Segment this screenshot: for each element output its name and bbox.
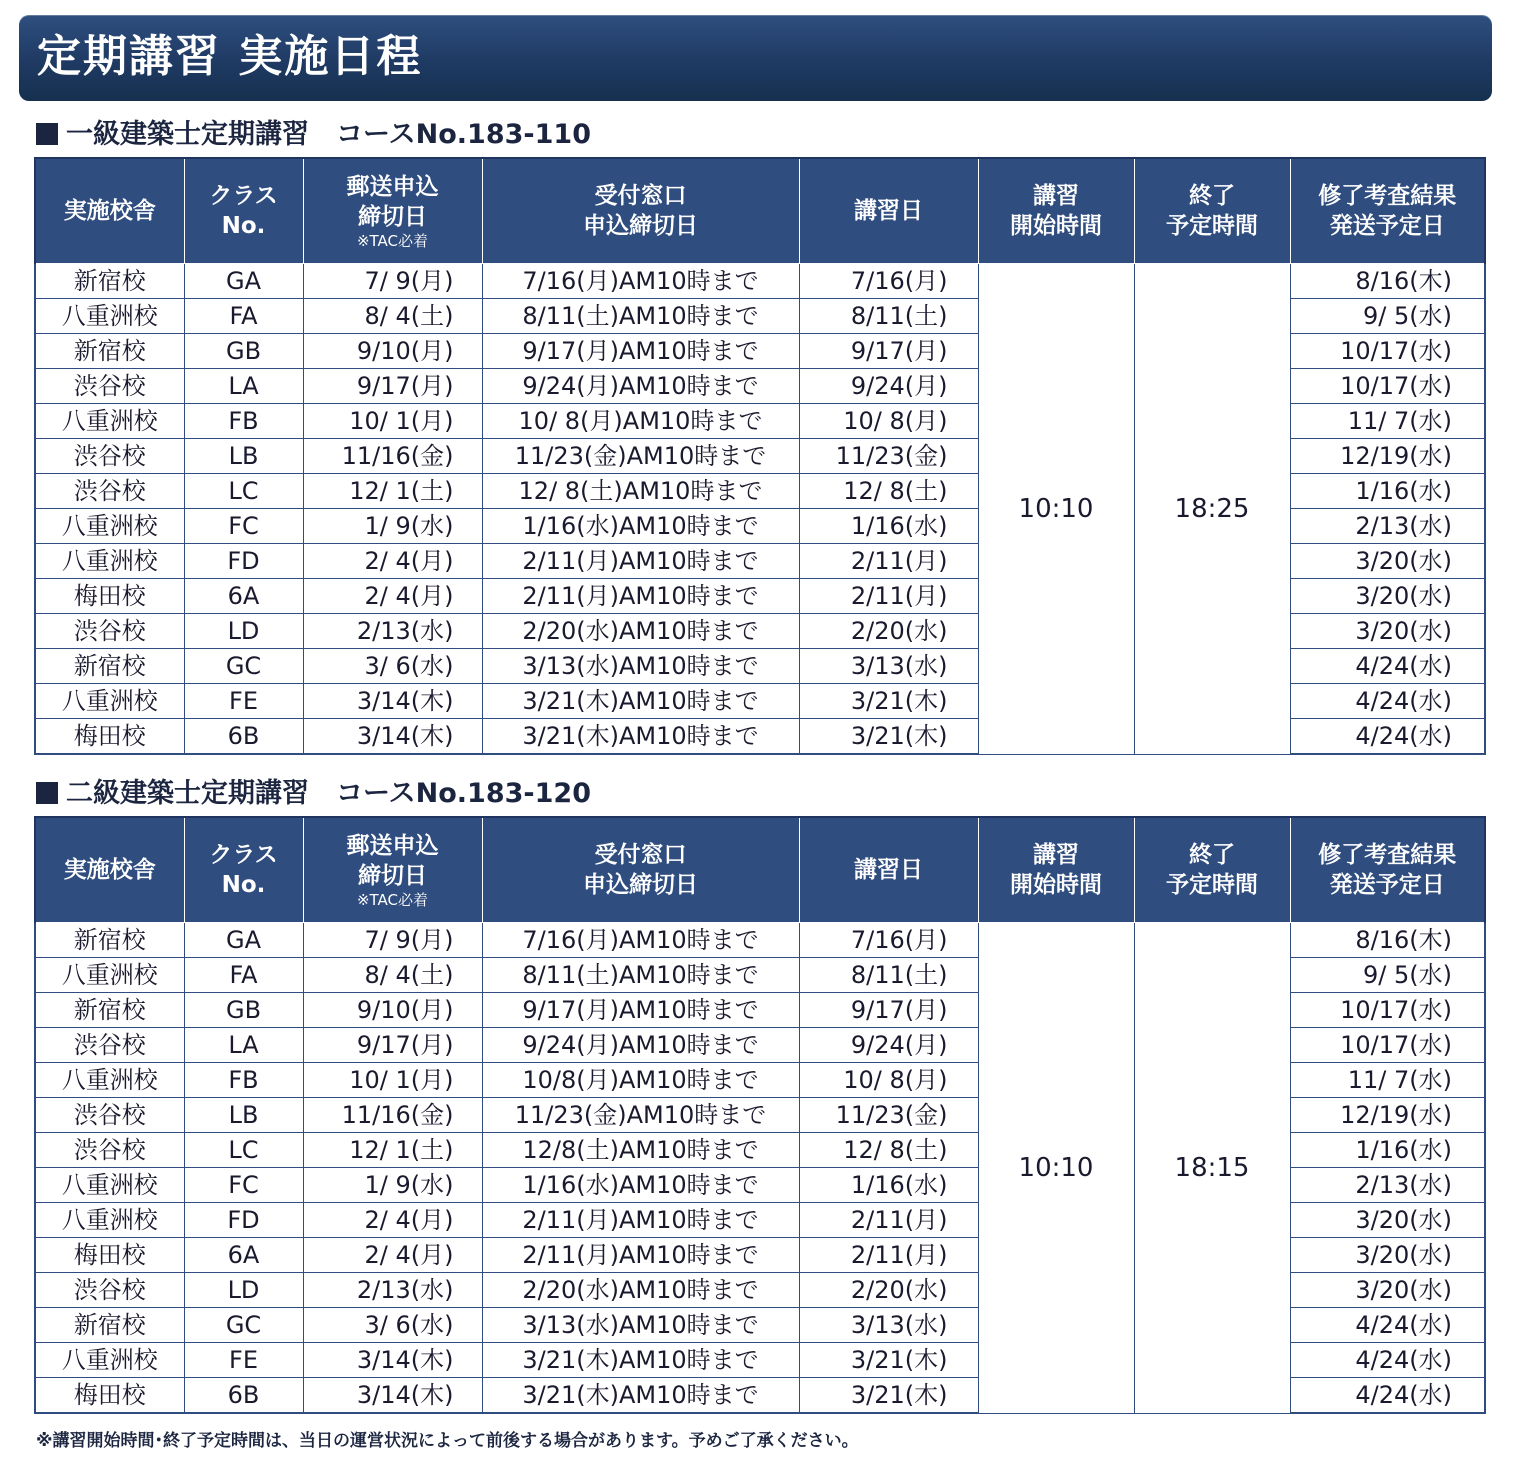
cell-window-deadline: 2/20(水)AM10時まで [482, 1273, 799, 1308]
cell-class-no: FC [184, 509, 303, 544]
cell-class-no: 6B [184, 1378, 303, 1414]
cell-campus: 渋谷校 [35, 1098, 184, 1133]
cell-result-date: 2/13(水) [1290, 1168, 1485, 1203]
header-note: ※TAC必着 [356, 891, 429, 909]
cell-mail-deadline: 2/ 4(月) [303, 544, 482, 579]
cell-mail-deadline: 3/14(木) [303, 684, 482, 719]
cell-window-deadline: 2/20(水)AM10時まで [482, 614, 799, 649]
cell-window-deadline: 3/21(木)AM10時まで [482, 1378, 799, 1414]
cell-result-date: 3/20(水) [1290, 579, 1485, 614]
header-window-deadline [482, 817, 799, 923]
header-window-deadline [482, 158, 799, 264]
cell-result-date: 4/24(水) [1290, 719, 1485, 755]
cell-class-no: LC [184, 1133, 303, 1168]
header-text: No. [221, 213, 266, 239]
header-text: 郵送申込 [346, 174, 439, 200]
cell-result-date: 9/ 5(水) [1290, 958, 1485, 993]
cell-class-no: FD [184, 544, 303, 579]
cell-lecture-date: 9/17(月) [799, 993, 978, 1028]
cell-window-deadline: 2/11(月)AM10時まで [482, 1203, 799, 1238]
cell-class-no: GB [184, 334, 303, 369]
cell-lecture-date: 12/ 8(土) [799, 474, 978, 509]
cell-lecture-date: 11/23(金) [799, 1098, 978, 1133]
cell-campus: 八重洲校 [35, 299, 184, 334]
cell-lecture-date: 11/23(金) [799, 439, 978, 474]
cell-window-deadline: 11/23(金)AM10時まで [482, 1098, 799, 1133]
square-bullet-icon [36, 123, 58, 145]
cell-mail-deadline: 8/ 4(土) [303, 958, 482, 993]
cell-mail-deadline: 3/14(木) [303, 1378, 482, 1414]
cell-campus: 八重洲校 [35, 1343, 184, 1378]
cell-campus: 渋谷校 [35, 474, 184, 509]
cell-class-no: FA [184, 299, 303, 334]
header-campus [35, 817, 184, 923]
header-text: 終了 [1189, 842, 1235, 868]
cell-campus: 八重洲校 [35, 544, 184, 579]
cell-result-date: 11/ 7(水) [1290, 1063, 1485, 1098]
cell-campus: 新宿校 [35, 923, 184, 958]
cell-mail-deadline: 9/10(月) [303, 334, 482, 369]
header-text: 講習 [1033, 842, 1079, 868]
cell-campus: 新宿校 [35, 334, 184, 369]
cell-result-date: 4/24(水) [1290, 1343, 1485, 1378]
cell-class-no: FE [184, 1343, 303, 1378]
cell-result-date: 8/16(木) [1290, 264, 1485, 299]
schedule-table-first-class [34, 157, 1486, 755]
cell-class-no: GC [184, 1308, 303, 1343]
cell-mail-deadline: 2/13(水) [303, 1273, 482, 1308]
cell-mail-deadline: 11/16(金) [303, 1098, 482, 1133]
table-header-row [35, 817, 1485, 923]
cell-class-no: GC [184, 649, 303, 684]
header-text: 受付窓口 [594, 842, 687, 868]
cell-campus: 渋谷校 [35, 439, 184, 474]
cell-lecture-date: 2/20(水) [799, 614, 978, 649]
cell-lecture-date: 3/21(木) [799, 1343, 978, 1378]
cell-mail-deadline: 1/ 9(水) [303, 1168, 482, 1203]
cell-window-deadline: 10/ 8(月)AM10時まで [482, 404, 799, 439]
cell-window-deadline: 8/11(土)AM10時まで [482, 299, 799, 334]
cell-lecture-date: 1/16(水) [799, 509, 978, 544]
header-text: クラス [209, 183, 278, 209]
cell-mail-deadline: 11/16(金) [303, 439, 482, 474]
square-bullet-icon [36, 782, 58, 804]
cell-lecture-date: 2/11(月) [799, 544, 978, 579]
cell-class-no: LD [184, 614, 303, 649]
cell-window-deadline: 12/8(土)AM10時まで [482, 1133, 799, 1168]
cell-window-deadline: 9/24(月)AM10時まで [482, 369, 799, 404]
cell-result-date: 9/ 5(水) [1290, 299, 1485, 334]
cell-window-deadline: 3/13(水)AM10時まで [482, 649, 799, 684]
cell-window-deadline: 1/16(水)AM10時まで [482, 1168, 799, 1203]
cell-class-no: GA [184, 264, 303, 299]
cell-class-no: LC [184, 474, 303, 509]
cell-lecture-date: 1/16(水) [799, 1168, 978, 1203]
cell-campus: 渋谷校 [35, 1273, 184, 1308]
header-text: 申込締切日 [583, 872, 698, 898]
cell-campus: 八重洲校 [35, 684, 184, 719]
header-note: ※TAC必着 [356, 232, 429, 250]
header-text: 実施校舎 [63, 198, 156, 224]
cell-mail-deadline: 2/ 4(月) [303, 579, 482, 614]
cell-mail-deadline: 9/17(月) [303, 1028, 482, 1063]
header-mail-deadline [303, 158, 482, 264]
cell-lecture-date: 3/21(木) [799, 1378, 978, 1414]
cell-lecture-date: 9/24(月) [799, 1028, 978, 1063]
cell-class-no: LA [184, 1028, 303, 1063]
cell-result-date: 12/19(水) [1290, 439, 1485, 474]
cell-class-no: FE [184, 684, 303, 719]
cell-class-no: FA [184, 958, 303, 993]
header-campus [35, 158, 184, 264]
section-title-text: 二級建築士定期講習 コースNo.183-120 [66, 778, 591, 809]
cell-result-date: 12/19(水) [1290, 1098, 1485, 1133]
header-text: 終了 [1189, 183, 1235, 209]
cell-result-date: 8/16(木) [1290, 923, 1485, 958]
cell-lecture-date: 10/ 8(月) [799, 1063, 978, 1098]
cell-class-no: LD [184, 1273, 303, 1308]
header-text: 受付窓口 [594, 183, 687, 209]
header-text: 講習日 [854, 198, 923, 224]
cell-window-deadline: 7/16(月)AM10時まで [482, 923, 799, 958]
page-banner [19, 15, 1492, 101]
header-text: 締切日 [358, 863, 427, 889]
cell-campus: 梅田校 [35, 579, 184, 614]
cell-mail-deadline: 2/ 4(月) [303, 1238, 482, 1273]
cell-campus: 渋谷校 [35, 1028, 184, 1063]
section-title-first-class [36, 115, 591, 155]
cell-lecture-date: 9/17(月) [799, 334, 978, 369]
cell-result-date: 10/17(水) [1290, 993, 1485, 1028]
header-end-time [1134, 817, 1290, 923]
cell-mail-deadline: 10/ 1(月) [303, 404, 482, 439]
cell-lecture-date: 7/16(月) [799, 264, 978, 299]
header-text: 講習 [1033, 183, 1079, 209]
cell-window-deadline: 10/8(月)AM10時まで [482, 1063, 799, 1098]
header-end-time [1134, 158, 1290, 264]
cell-lecture-date: 7/16(月) [799, 923, 978, 958]
cell-class-no: 6A [184, 1238, 303, 1273]
cell-mail-deadline: 8/ 4(土) [303, 299, 482, 334]
cell-result-date: 10/17(水) [1290, 334, 1485, 369]
cell-window-deadline: 3/21(木)AM10時まで [482, 1343, 799, 1378]
cell-window-deadline: 12/ 8(土)AM10時まで [482, 474, 799, 509]
cell-mail-deadline: 9/17(月) [303, 369, 482, 404]
cell-mail-deadline: 3/14(木) [303, 719, 482, 755]
cell-campus: 新宿校 [35, 649, 184, 684]
cell-window-deadline: 3/21(木)AM10時まで [482, 684, 799, 719]
cell-window-deadline: 1/16(水)AM10時まで [482, 509, 799, 544]
header-text: 開始時間 [1010, 213, 1102, 239]
header-class-no [184, 158, 303, 264]
table-row [35, 923, 1485, 958]
cell-result-date: 3/20(水) [1290, 1203, 1485, 1238]
schedule-table-second-class [34, 816, 1486, 1414]
cell-lecture-date: 2/11(月) [799, 579, 978, 614]
cell-lecture-date: 2/20(水) [799, 1273, 978, 1308]
cell-campus: 渋谷校 [35, 614, 184, 649]
cell-mail-deadline: 3/ 6(水) [303, 649, 482, 684]
cell-campus: 梅田校 [35, 1378, 184, 1414]
cell-result-date: 2/13(水) [1290, 509, 1485, 544]
cell-end-time: 18:15 [1134, 923, 1290, 1414]
page-title: 定期講習 実施日程 [37, 31, 423, 82]
header-mail-deadline [303, 817, 482, 923]
cell-mail-deadline: 7/ 9(月) [303, 923, 482, 958]
cell-campus: 新宿校 [35, 993, 184, 1028]
cell-window-deadline: 9/17(月)AM10時まで [482, 993, 799, 1028]
cell-class-no: FC [184, 1168, 303, 1203]
cell-start-time: 10:10 [978, 923, 1134, 1414]
cell-mail-deadline: 3/ 6(水) [303, 1308, 482, 1343]
cell-window-deadline: 7/16(月)AM10時まで [482, 264, 799, 299]
cell-class-no: 6A [184, 579, 303, 614]
header-text: 修了考査結果 [1318, 183, 1457, 209]
footnote: ※講習開始時間･終了予定時間は、当日の運営状況によって前後する場合があります。予めご了承ください。 [36, 1431, 859, 1451]
header-text: 予定時間 [1166, 872, 1258, 898]
cell-result-date: 3/20(水) [1290, 544, 1485, 579]
header-text: 締切日 [358, 204, 427, 230]
cell-lecture-date: 3/21(木) [799, 684, 978, 719]
cell-class-no: LB [184, 439, 303, 474]
header-result-date [1290, 158, 1485, 264]
header-start-time [978, 158, 1134, 264]
cell-lecture-date: 3/13(水) [799, 1308, 978, 1343]
cell-lecture-date: 8/11(土) [799, 958, 978, 993]
cell-window-deadline: 11/23(金)AM10時まで [482, 439, 799, 474]
cell-window-deadline: 3/21(木)AM10時まで [482, 719, 799, 755]
table-row [35, 264, 1485, 299]
cell-mail-deadline: 9/10(月) [303, 993, 482, 1028]
cell-window-deadline: 9/17(月)AM10時まで [482, 334, 799, 369]
cell-lecture-date: 3/21(木) [799, 719, 978, 755]
cell-campus: 八重洲校 [35, 1063, 184, 1098]
header-lecture-date [799, 817, 978, 923]
cell-lecture-date: 10/ 8(月) [799, 404, 978, 439]
cell-window-deadline: 9/24(月)AM10時まで [482, 1028, 799, 1063]
cell-mail-deadline: 10/ 1(月) [303, 1063, 482, 1098]
cell-class-no: FD [184, 1203, 303, 1238]
section-title-second-class [36, 774, 591, 814]
cell-result-date: 4/24(水) [1290, 649, 1485, 684]
header-text: 開始時間 [1010, 872, 1102, 898]
section-title-text: 一級建築士定期講習 コースNo.183-110 [66, 119, 591, 150]
cell-campus: 渋谷校 [35, 369, 184, 404]
cell-result-date: 10/17(水) [1290, 1028, 1485, 1063]
cell-mail-deadline: 12/ 1(土) [303, 474, 482, 509]
header-lecture-date [799, 158, 978, 264]
header-text: No. [221, 872, 266, 898]
cell-window-deadline: 2/11(月)AM10時まで [482, 579, 799, 614]
cell-campus: 八重洲校 [35, 509, 184, 544]
header-text: 申込締切日 [583, 213, 698, 239]
cell-result-date: 3/20(水) [1290, 1273, 1485, 1308]
cell-result-date: 1/16(水) [1290, 1133, 1485, 1168]
cell-mail-deadline: 1/ 9(水) [303, 509, 482, 544]
cell-lecture-date: 2/11(月) [799, 1203, 978, 1238]
cell-result-date: 4/24(水) [1290, 1308, 1485, 1343]
cell-result-date: 4/24(水) [1290, 684, 1485, 719]
cell-lecture-date: 8/11(土) [799, 299, 978, 334]
cell-lecture-date: 12/ 8(土) [799, 1133, 978, 1168]
cell-mail-deadline: 12/ 1(土) [303, 1133, 482, 1168]
cell-lecture-date: 2/11(月) [799, 1238, 978, 1273]
cell-campus: 渋谷校 [35, 1133, 184, 1168]
cell-start-time: 10:10 [978, 264, 1134, 755]
cell-mail-deadline: 2/13(水) [303, 614, 482, 649]
cell-window-deadline: 3/13(水)AM10時まで [482, 1308, 799, 1343]
cell-result-date: 4/24(水) [1290, 1378, 1485, 1414]
header-text: 発送予定日 [1329, 872, 1445, 898]
cell-class-no: LB [184, 1098, 303, 1133]
cell-result-date: 10/17(水) [1290, 369, 1485, 404]
cell-result-date: 1/16(水) [1290, 474, 1485, 509]
cell-campus: 八重洲校 [35, 958, 184, 993]
cell-end-time: 18:25 [1134, 264, 1290, 755]
table-header-row [35, 158, 1485, 264]
cell-class-no: GB [184, 993, 303, 1028]
cell-campus: 八重洲校 [35, 404, 184, 439]
header-class-no [184, 817, 303, 923]
cell-class-no: FB [184, 404, 303, 439]
cell-result-date: 11/ 7(水) [1290, 404, 1485, 439]
header-text: 実施校舎 [63, 857, 156, 883]
header-text: 修了考査結果 [1318, 842, 1457, 868]
header-text: クラス [209, 842, 278, 868]
header-text: 予定時間 [1166, 213, 1258, 239]
header-text: 発送予定日 [1329, 213, 1445, 239]
header-text: 郵送申込 [346, 833, 439, 859]
cell-campus: 八重洲校 [35, 1203, 184, 1238]
cell-result-date: 3/20(水) [1290, 1238, 1485, 1273]
cell-lecture-date: 3/13(水) [799, 649, 978, 684]
cell-campus: 八重洲校 [35, 1168, 184, 1203]
cell-class-no: GA [184, 923, 303, 958]
cell-campus: 梅田校 [35, 1238, 184, 1273]
cell-mail-deadline: 2/ 4(月) [303, 1203, 482, 1238]
cell-mail-deadline: 3/14(木) [303, 1343, 482, 1378]
cell-class-no: FB [184, 1063, 303, 1098]
header-result-date [1290, 817, 1485, 923]
cell-result-date: 3/20(水) [1290, 614, 1485, 649]
cell-window-deadline: 8/11(土)AM10時まで [482, 958, 799, 993]
cell-window-deadline: 2/11(月)AM10時まで [482, 544, 799, 579]
cell-lecture-date: 9/24(月) [799, 369, 978, 404]
cell-campus: 新宿校 [35, 264, 184, 299]
cell-campus: 新宿校 [35, 1308, 184, 1343]
cell-mail-deadline: 7/ 9(月) [303, 264, 482, 299]
cell-window-deadline: 2/11(月)AM10時まで [482, 1238, 799, 1273]
header-text: 講習日 [854, 857, 923, 883]
cell-class-no: 6B [184, 719, 303, 755]
header-start-time [978, 817, 1134, 923]
cell-class-no: LA [184, 369, 303, 404]
cell-campus: 梅田校 [35, 719, 184, 755]
